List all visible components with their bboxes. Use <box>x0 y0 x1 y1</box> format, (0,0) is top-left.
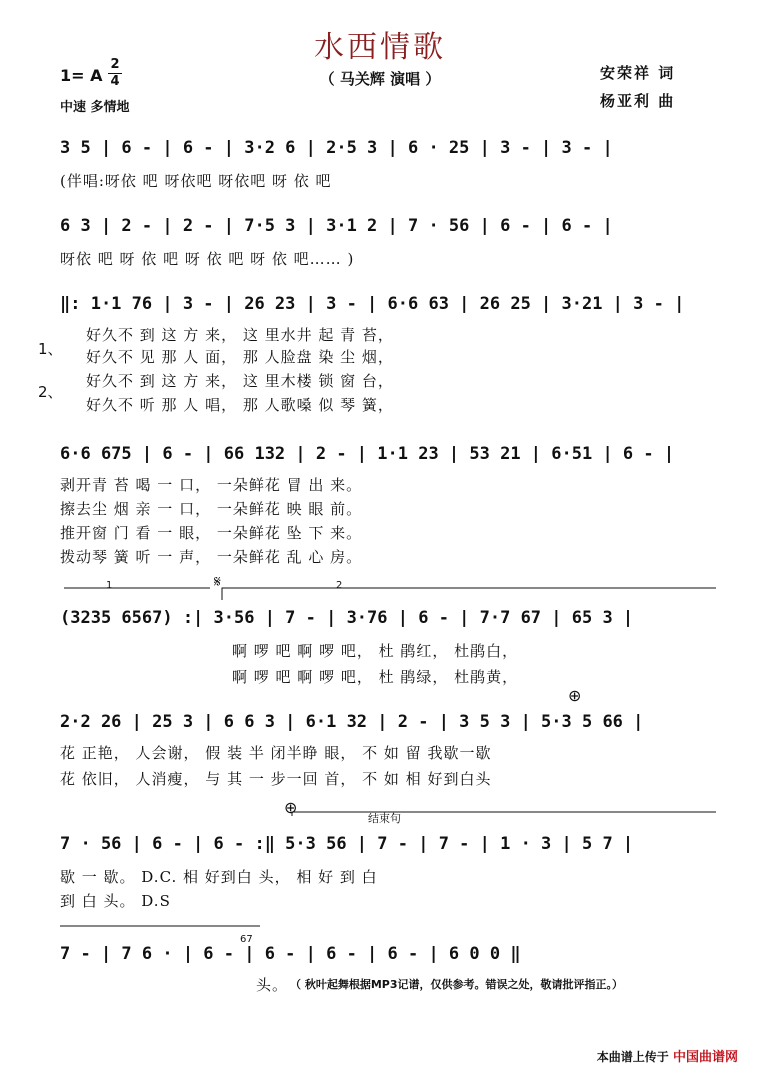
ending-bracket <box>292 812 716 816</box>
lyric-row-3-v1b: 好久不 见 那 人 面， 那 人脸盘 染 尘 烟， <box>86 348 394 366</box>
tempo-marking: 中速 多情地 <box>60 100 130 115</box>
volta-2-label: 2 <box>336 580 343 591</box>
lyric-row-6-l2: 花 依旧， 人消瘦， 与 其 一 步一回 首， 不 如 相 好到白头 <box>60 770 492 788</box>
time-top: 2 <box>110 57 120 72</box>
lyric-row-4-l1: 剥开青 苔 喝 一 口， 一朵鲜花 冒 出 来。 <box>60 476 363 494</box>
time-bottom: 4 <box>110 74 120 89</box>
notation-row-7: 7 · 56 | 6 - | 6 - :‖ 5·3 56 | 7 - | 7 - | 1 · 3 | 5 7 | <box>60 834 634 854</box>
segno-sign: 𝄋 <box>214 572 221 591</box>
lyric-row-1: (伴唱:呀依 吧 呀依吧 呀依吧 呀 依 吧 <box>60 172 332 190</box>
composer-credit: 杨亚利 曲 <box>600 92 676 110</box>
notation-row-4: 6·6 675 | 6 - | 66 132 | 2 - | 1·1 23 | 53 21 | 6·51 | 6 - | <box>60 444 675 464</box>
volta-2-bracket <box>222 588 716 600</box>
notation-row-6: 2·2 26 | 25 3 | 6 6 3 | 6·1 32 | 2 - | 3 5 3 | 5·3 5 66 | <box>60 712 644 732</box>
notation-row-2: 6 3 | 2 - | 2 - | 7·5 3 | 3·1 2 | 7 · 56 | 6 - | 6 - | <box>60 216 613 236</box>
lyric-row-2: 呀依 吧 呀 依 吧 呀 依 吧 呀 依 吧…… ) <box>60 250 355 268</box>
notation-row-5: (3235 6567) :| 3·56 | 7 - | 3·76 | 6 - | 7·7 67 | 65 3 | <box>60 608 634 628</box>
key-signature: 1= A <box>60 66 103 85</box>
lyric-row-8: 头。 <box>256 976 289 994</box>
lyric-row-7-l2: 到 白 头。 D.S <box>60 892 171 910</box>
page-title: 水西情歌 <box>314 30 446 65</box>
verse-number-2: 2、 <box>38 383 63 401</box>
footer-text: 本曲谱上传于 <box>596 1050 669 1064</box>
ending-label: 结束句 <box>368 812 401 825</box>
lyric-row-4-l4: 拨动琴 簧 听 一 声， 一朵鲜花 乱 心 房。 <box>60 548 363 566</box>
coda-sign-1: ⊕ <box>568 686 582 705</box>
lyric-row-3-v2b: 好久不 听 那 人 唱， 那 人歌嗓 似 琴 簧， <box>86 396 394 414</box>
lyric-row-3-v1a: 好久不 到 这 方 来， 这 里水井 起 青 苔， <box>86 326 394 344</box>
lyric-row-5-l1: 啊 啰 吧 啊 啰 吧， 杜 鹃红， 杜鹃白， <box>232 642 519 660</box>
singer-credit: （ 马关辉 演唱 ） <box>319 70 441 88</box>
lyric-row-7-l1: 歇 一 歇。 D.C. 相 好到白 头， 相 好 到 白 <box>60 868 378 886</box>
transcriber-note: （ 秋叶起舞根据MP3记谱，仅供参考。错误之处，敬请批评指正。） <box>290 978 623 991</box>
grace-note: 67 <box>240 934 253 945</box>
lyric-row-6-l1: 花 正艳， 人会谢， 假 装 半 闭半睁 眼， 不 如 留 我歇一歇 <box>60 744 492 762</box>
notation-row-1: 3 5 | 6 - | 6 - | 3·2 6 | 2·5 3 | 6 · 25 | 3 - | 3 - | <box>60 138 613 158</box>
lyric-row-4-l3: 推开窗 门 看 一 眼， 一朵鲜花 坠 下 来。 <box>60 524 363 542</box>
lyric-row-3-v2a: 好久不 到 这 方 来， 这 里木楼 锁 窗 台， <box>86 372 394 390</box>
lyricist-credit: 安荣祥 词 <box>600 64 676 82</box>
notation-row-3: ‖: 1·1 76 | 3 - | 26 23 | 3 - | 6·6 63 | 26 25 | 3·21 | 3 - | <box>60 294 685 314</box>
lyric-row-5-l2: 啊 啰 吧 啊 啰 吧， 杜 鹃绿， 杜鹃黄， <box>232 668 519 686</box>
lyric-row-4-l2: 擦去尘 烟 亲 一 口， 一朵鲜花 映 眼 前。 <box>60 500 363 518</box>
verse-number-1: 1、 <box>38 340 63 358</box>
notation-row-8: 7 - | 7 6 · | 6 - | 6 - | 6 - | 6 - | 6 0 0 ‖ <box>60 944 521 964</box>
volta-1-label: 1 <box>106 580 113 591</box>
site-logo: 中国曲谱网 <box>672 1050 738 1065</box>
coda-sign-2: ⊕ <box>284 798 298 817</box>
